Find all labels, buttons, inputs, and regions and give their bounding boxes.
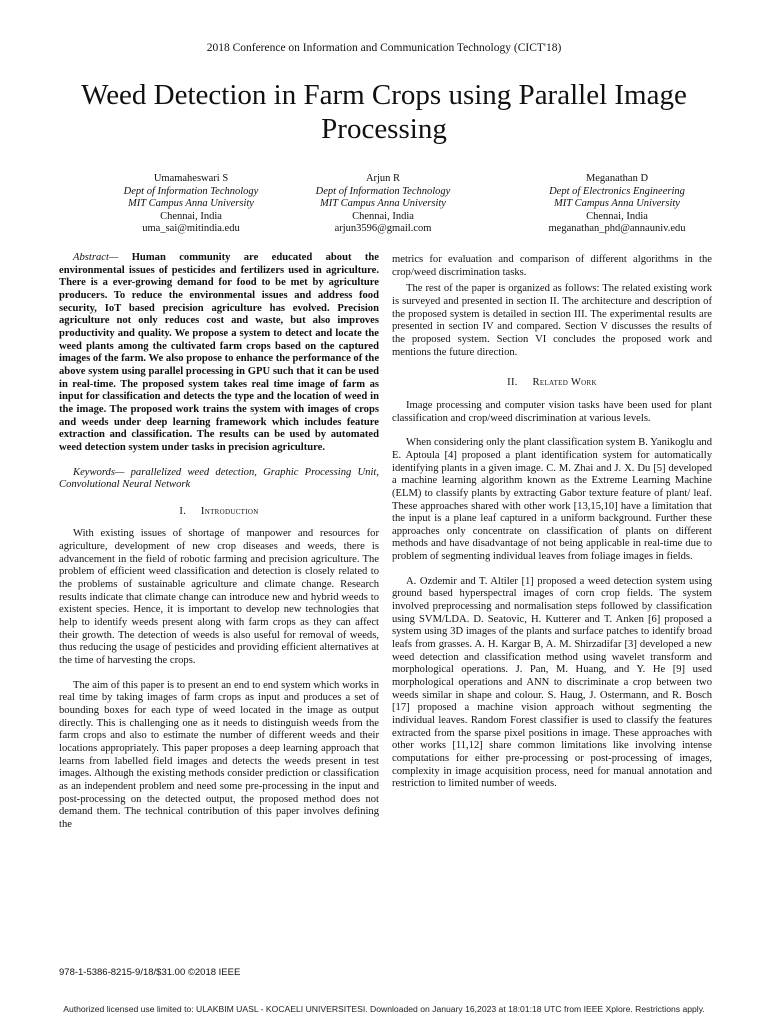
author-email[interactable]: meganathan_phd@annauniv.edu — [548, 223, 686, 234]
section-title: Introduction — [200, 505, 259, 517]
left-column — [59, 252, 379, 832]
paragraph: When considering only the plant classification system B. Yanikoglu and E. Aptoula [4] proposed a plant identification system for automatically identifying plants in a given image. C. M. Zhai and J. X. Du [5] developed a machine learning algorithm known as the Extreme Learning Machine (ELM) to classify plants by extracting Gabor texture feature of plant/ leaf. These approaches shared with other work [13,15,10] have a limitation that the input is a plane leaf captured in a uniform background. Further these approaches only concentrate on classification of plants on different methods and have disadvantage of not being applicable in real-time due to problem of segmenting individual leaves from foliage images in fields. — [392, 437, 712, 563]
author-institution: MIT Campus Anna University — [320, 198, 446, 209]
author-email[interactable]: uma_sai@mitindia.edu — [142, 223, 240, 234]
section-heading-related-work — [392, 377, 712, 390]
author-city: Chennai, India — [586, 210, 648, 222]
author-institution: MIT Campus Anna University — [128, 198, 254, 209]
author-dept: Dept of Information Technology — [123, 185, 259, 197]
author-block-2 — [268, 173, 498, 236]
paragraph: Image processing and computer vision tasks have been used for plant classification and crop/weed discrimination at various levels. — [392, 399, 712, 424]
paragraph: metrics for evaluation and comparison of different algorithms in the crop/weed discrimination tasks. — [392, 254, 712, 278]
section-title: Related Work — [532, 377, 597, 389]
author-dept: Dept of Electronics Engineering — [549, 185, 685, 197]
keywords-text: parallelized weed detection, Graphic Processing Unit, Convolutional Neural Network — [59, 466, 379, 491]
author-name: Arjun R — [365, 173, 401, 184]
paragraph: With existing issues of shortage of manpower and resources for agriculture, development of new crop diseases and weeds, there is advancement in the field of robotic farming and precision agriculture. The problem of efficient weed classification and detection is closely related to the problems of sustainable agriculture and climate change. Research results indicate that climate change can introduce new and hybrid weeds to existent species. Hence, it is important to develop new technologies that help to identify weeds present along with farm crops as they can affect their growth. The detection of weeds is also useful for removal of weeds, thus reducing the usage of pesticides and providing efficient alternatives at the time of harvesting the crops. — [59, 528, 379, 667]
author-email[interactable]: arjun3596@gmail.com — [334, 223, 432, 234]
author-dept: Dept of Information Technology — [315, 185, 451, 197]
paragraph: A. Ozdemir and T. Altiler [1] proposed a weed detection system using ground based hyperspectral images of corn crop fields. The system involved preprocessing and normalisation steps followed by classification using SVM/LDA. D. Seatovic, H. Kutterer and T. Anken [6] proposed a system using 3D images of the plants and surface patches to identify broad leafs from grasses. A. H. Kargar B, A. M. Shirzadifar [3] developed a new weed detection and classification method using wavelet transform and morphological operations. J. Pan, M. Huang, and Y. He [9] used morphological operations and ANN to discriminate a crop between two weeds similar in shape and colour. S. Haug, J. Ostermann, and R. Bosch [17] proposed a machine vision approach without segmenting the individual leaves. Random Forest classifier is used to classify the features extracted from the sparse pixel positions in image. These approaches with other works [11,12] share common limitations like involving intense computations for either pre-processing or post-processing of images, complexity in image acquisition process, need for manual annotation and restriction to limited number of weeds. — [392, 575, 712, 790]
conference-header: 2018 Conference on Information and Communication Technology (CICT'18) — [206, 42, 562, 54]
author-name: Umamaheswari S — [153, 173, 229, 184]
abstract-label: Abstract— — [73, 252, 119, 263]
paragraph: The aim of this paper is to present an end to end system which works in real time by taking images of farm crops as input and produces a set of bounding boxes for each type of weed located in the image as output directly. This is challenging one as it needs to distinguish weeds from the farm crops and also to estimate the number of different weeds and their locations appropriately. This paper proposes a deep learning approach that learns from labelled field images and detects the weeds present in test images. Although the existing methods consider prediction or classification as an independent problem and need some pre-processing in the input and post-processing on the detected output, the proposed method does not demand them. The technical contribution of this paper involves defining the — [59, 679, 379, 830]
keywords-label: Keywords— — [73, 466, 125, 478]
license-notice: Authorized licensed use limited to: ULAKBIM UASL - KOCAELI UNIVERSITESI. Downloaded on January 16,2023 at 18:01:18 UTC from IEEE Xplore. Restrictions apply. — [63, 1004, 705, 1014]
author-city: Chennai, India — [160, 210, 222, 222]
section-number: II. — [507, 377, 518, 389]
abstract-text: Human community are educated about the environmental issues of pesticides and fertilizers used in agriculture. There is a ever-growing demand for food to be met by agriculture producers. To reduce the environmental issues and address food security, IoT based precision agriculture has evolved. Precision agriculture not only reduces cost and waste, but also improves productivity and quality. We propose a system to detect and locate the weed plants among the cultivated farm crops based on the captured images of the farm. We also propose to enhance the performance of the above system using parallel processing in GPU such that it can be used in real-time. The proposed system takes real time image of farm as input for classification and detects the type and the location of weed in the image. The proposed work trains the system with images of crops and weeds under deep learning framework which includes feature extraction and classification. The results can be used by automated weed detection system under tasks in precision agriculture. — [59, 252, 380, 453]
author-name: Meganathan D — [585, 173, 649, 184]
keywords — [59, 467, 379, 492]
copyright-isbn: 978-1-5386-8215-9/18/$31.00 ©2018 IEEE — [59, 967, 241, 978]
right-column — [392, 254, 712, 791]
author-city: Chennai, India — [352, 210, 414, 222]
paragraph: The rest of the paper is organized as follows: The related existing work is surveyed and presented in section II. The architecture and description of the proposed system is detailed in section III. The experimental results are presented in section IV and compared. Section V discusses the results of the proposed system. Section VI concludes the proposed work and mentions the future direction. — [392, 283, 712, 358]
author-institution: MIT Campus Anna University — [554, 198, 680, 209]
section-number: I. — [179, 505, 187, 517]
section-heading-introduction — [59, 506, 379, 519]
abstract — [59, 252, 379, 455]
paper-title: Weed Detection in Farm Crops using Parallel Image Processing — [81, 79, 687, 145]
author-block-3 — [502, 173, 732, 236]
